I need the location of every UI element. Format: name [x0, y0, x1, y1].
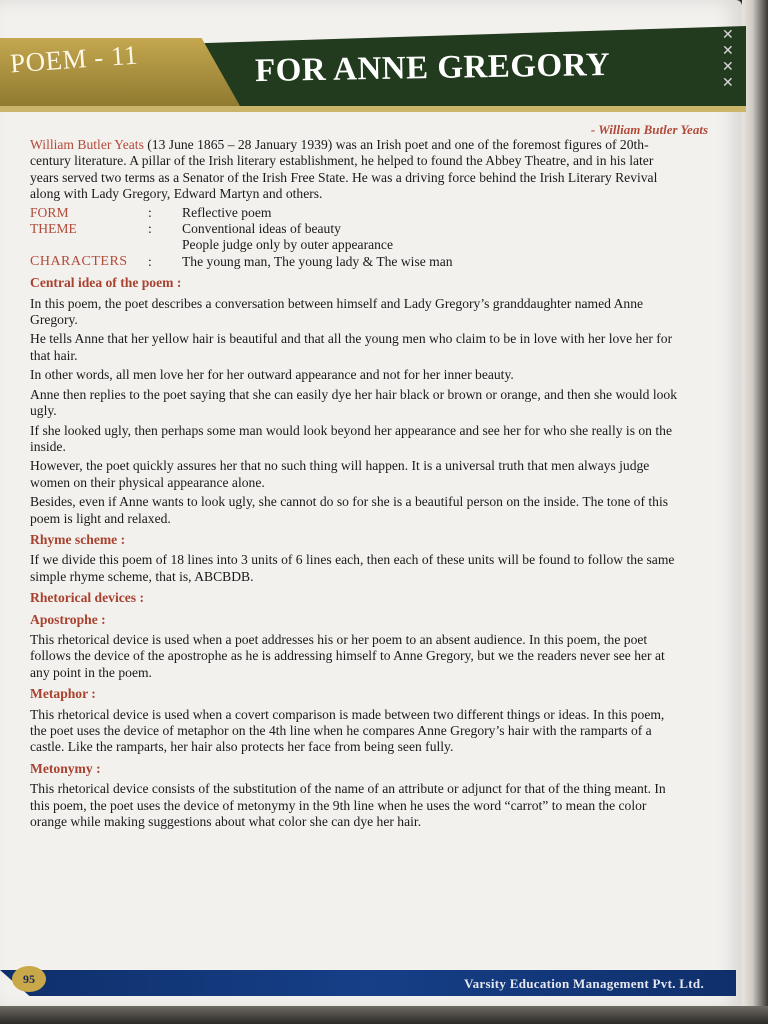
intro-author-name: William Butler Yeats	[30, 137, 144, 152]
characters-row	[30, 254, 684, 270]
form-label: FORM	[30, 204, 69, 220]
rhyme-scheme-text: If we divide this poem of 18 lines into 3 units of 6 lines each, then each of these units will be found to follow the same simple rhyme scheme, that is, ABCBDB.	[30, 552, 675, 584]
characters-colon: :	[148, 253, 152, 269]
central-idea-paragraph: However, the poet quickly assures her that no such thing will happen. It is a universal truth that men always judge women on their physical appearance alone.	[30, 458, 650, 490]
theme-label: THEME	[30, 221, 77, 237]
form-row	[30, 205, 684, 221]
page-bottom-shadow	[0, 1006, 768, 1024]
metaphor-text: This rhetorical device is used when a covert comparison is made between two different things or ideas. In this poem, the poet uses the device of metaphor on the 4th line when he compares Anne Gregory’s hair with the ramparts of a castle. Like the ramparts, her hair also protects her face from being seen fully.	[30, 706, 665, 755]
form-value: Reflective poem	[182, 204, 272, 220]
rhyme-scheme-heading: Rhyme scheme :	[30, 531, 126, 547]
metonymy-text: This rhetorical device consists of the substitution of the name of an attribute or adjunct for that of the thing meant. In this poem, the poet uses the device of metonymy in the 9th line when he uses the word “carrot” to mean the color orange while making suggestions about what color she can dye her hair.	[30, 781, 666, 830]
metaphor-heading: Metaphor :	[30, 686, 96, 702]
central-idea-paragraph: He tells Anne that her yellow hair is beautiful and that all the young men who claim to be in love with her love her for that hair.	[30, 331, 673, 363]
poem-title: FOR ANNE GREGORY	[254, 46, 611, 90]
header-stripe	[0, 106, 746, 112]
central-idea-paragraph: In this poem, the poet describes a conversation between himself and Lady Gregory’s granddaughter named Anne Gregory.	[30, 295, 644, 328]
metonymy-heading: Metonymy :	[30, 760, 101, 776]
theme-row	[30, 221, 684, 237]
theme-row-2	[30, 237, 684, 253]
poem-number: POEM - 11	[9, 39, 139, 79]
central-idea-paragraph: In other words, all men love her for her outward appearance and not for her inner beauty.	[30, 367, 514, 383]
characters-label: CHARACTERS	[30, 253, 128, 269]
theme-value-1: Conventional ideas of beauty	[182, 221, 341, 237]
characters-value: The young man, The young lady & The wise man	[182, 253, 453, 269]
theme-value-2: People judge only by outer appearance	[182, 237, 394, 253]
apostrophe-heading: Apostrophe :	[30, 611, 106, 627]
apostrophe-text: This rhetorical device is used when a poet addresses his or her poem to an absent audience. In this poem, the poet follows the device of the apostrophe as he is addressing himself to Anne Gregory, but we the readers never see her at any point in the poem.	[30, 631, 665, 680]
intro-text: (13 June 1865 – 28 January 1939) was an Irish poet and one of the foremost figures of 20th-century literature. A pillar of the Irish literary establishment, he helped to found the Abbey Theatre, and in his later years served two terms as a Senator of the Irish Free State. He was a driving force behind the Irish Literary Revival along with Lady Gregory, Edward Martyn and others.	[30, 137, 658, 202]
corner-pattern-icon: ✕ ✕ ✕ ✕	[722, 28, 734, 91]
central-idea-paragraph: If she looked ugly, then perhaps some man would look beyond her appearance and see her for who she really is on the inside.	[30, 422, 672, 454]
theme-colon: :	[148, 221, 152, 237]
central-idea-paragraph: Besides, even if Anne wants to look ugly, she cannot do so for she is a beautiful person on the inside. The tone of this poem is light and relaxed.	[30, 494, 669, 526]
form-colon: :	[148, 204, 152, 220]
publisher-name: Varsity Education Management Pvt. Ltd.	[464, 976, 704, 991]
page-number: 95	[12, 966, 46, 992]
rhetorical-devices-heading: Rhetorical devices :	[30, 590, 145, 606]
author-credit: - William Butler Yeats	[590, 122, 708, 137]
intro-paragraph	[30, 137, 684, 203]
page-content	[30, 137, 684, 833]
central-idea-paragraph: Anne then replies to the poet saying that she can easily dye her hair black or brown or orange, and then she would look ugly.	[30, 386, 678, 419]
page-edge	[742, 0, 768, 1024]
central-idea-heading: Central idea of the poem :	[30, 275, 182, 291]
